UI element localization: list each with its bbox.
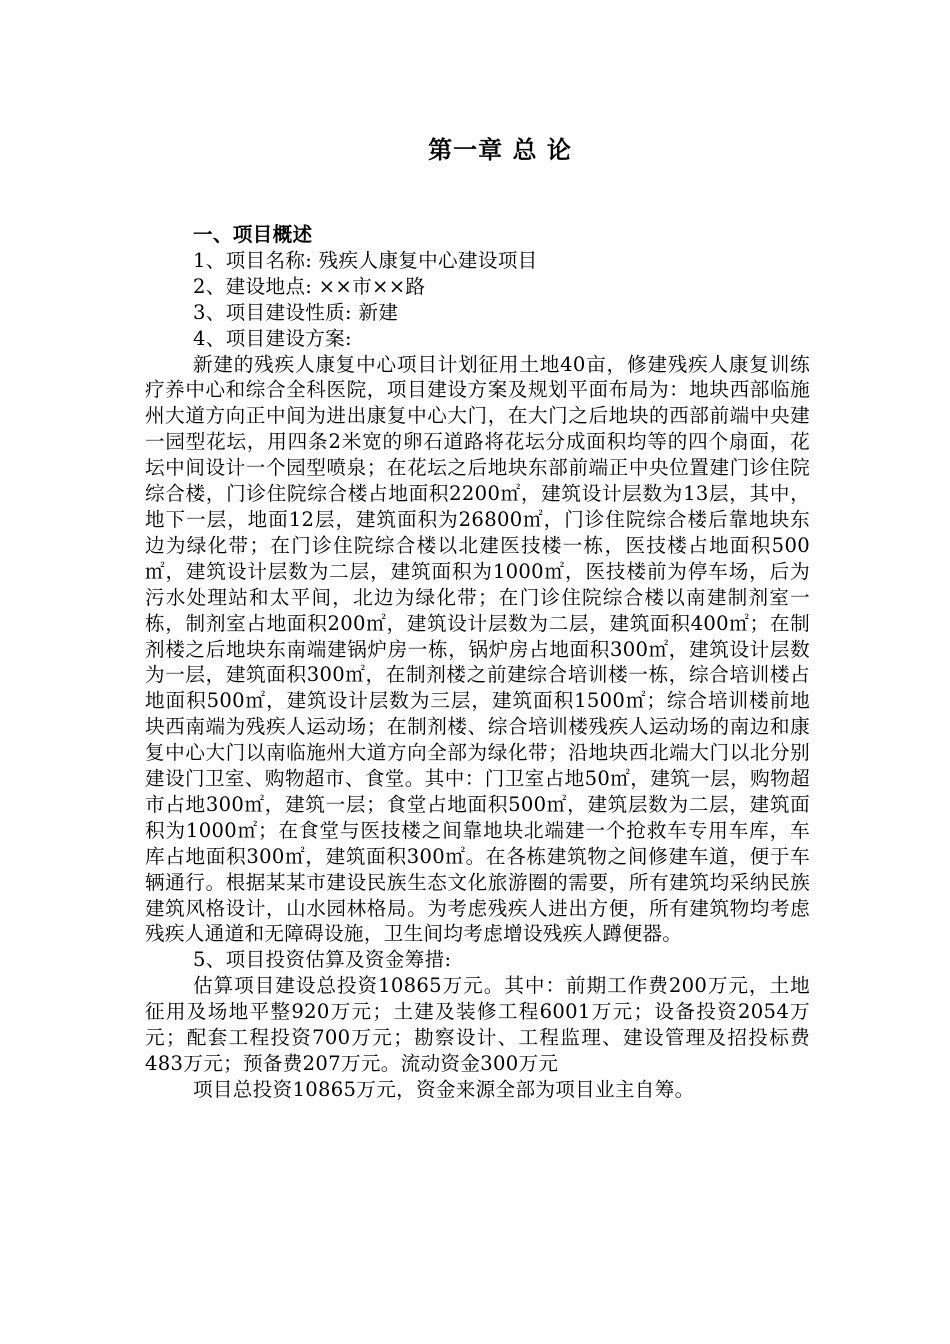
item-project-name: 1、项目名称: 残疾人康复中心建设项目 [193,248,538,272]
investment-paragraph: 估算项目建设总投资10865万元。其中：前期工作费200万元，土地征用及场地平整920万元；土建及装修工程6001万元；设备投资2054万元；配套工程投资700万元；勘察设计、工程监理、建设管理及招投标费483万元；预备费207万元。流动资金300万元 [145,974,810,1075]
plan-paragraph: 新建的残疾人康复中心项目计划征用土地40亩，修建残疾人康复训练疗养中心和综合全科医院，项目建设方案及规划平面布局为：地块西部临施州大道方向正中间为进出康复中心大门，在大门之后地块的西部前端中央建一园型花坛，用四条2米宽的卵石道路将花坛分成面积均等的四个扇面，花坛中间设计一个园型喷泉；在花坛之后地块东部前端正中央位置建门诊住院综合楼，门诊住院综合楼占地面积2200㎡，建筑设计层数为13层，其中，地下一层，地面12层，建筑面积为26800㎡，门诊住院综合楼后靠地块东边为绿化带；在门诊住院综合楼以北建医技楼一栋，医技楼占地面积500㎡，建筑设计层数为二层，建筑面积为1000㎡，医技楼前为停车场，后为污水处理站和太平间，北边为绿化带；在门诊住院综合楼以南建制剂室一栋，制剂室占地面积200㎡，建筑设计层数为二层，建筑面积400㎡；在制剂楼之后地块东南端建锅炉房一栋，锅炉房占地面积300㎡，建筑设计层数为一层，建筑面积300㎡，在制剂楼之前建综合培训楼一栋，综合培训楼占地面积500㎡，建筑设计层数为三层，建筑面积1500㎡；综合培训楼前地块西南端为残疾人运动场；在制剂楼、综合培训楼残疾人运动场的南边和康复中心大门以南临施州大道方向全部为绿化带；沿地块西北端大门以北分别建设门卫室、购物超市、食堂。其中：门卫室占地50㎡，建筑一层，购物超市占地300㎡，建筑一层；食堂占地面积500㎡，建筑层数为二层，建筑面积为1000㎡；在食堂与医技楼之间靠地块北端建一个抢救车专用车库，车库占地面积300㎡，建筑面积300㎡。在各栋建筑物之间修建车道，便于车辆通行。根据某某市建设民族生态文化旅游圈的需要，所有建筑均采纳民族建筑风格设计，山水园林格局。为考虑残疾人进出方便，所有建筑物均考虑残疾人通道和无障碍设施，卫生间均考虑增设残疾人蹲便器。 [145,352,810,946]
document-body [145,222,810,1103]
section-heading: 一、项目概述 [193,223,313,246]
item-plan-heading: 4、项目建设方案: [193,326,352,350]
item-nature: 3、项目建设性质: 新建 [193,300,399,324]
item-location: 2、建设地点: ××市××路 [193,274,426,298]
chapter-title: 第一章 总 论 [428,136,572,164]
item-investment-heading: 5、项目投资估算及资金筹措: [193,948,452,972]
funding-paragraph: 项目总投资10865万元，资金来源全部为项目业主自筹。 [193,1077,695,1101]
